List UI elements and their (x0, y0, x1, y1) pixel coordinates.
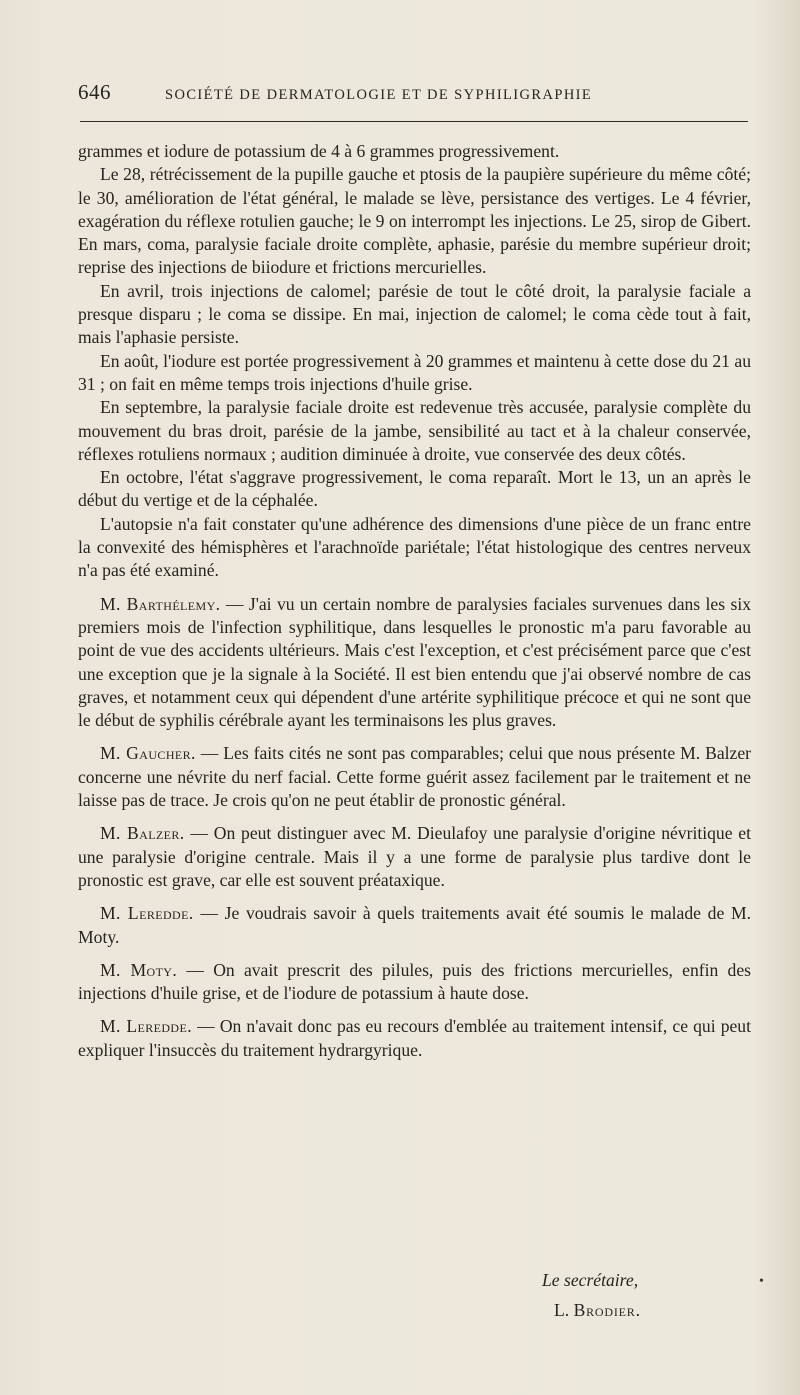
speech-moty (78, 959, 751, 1006)
body-text (78, 140, 751, 1062)
speech-gaucher (78, 742, 751, 812)
speaker-name: M. Leredde. (100, 903, 194, 924)
speech-text: — J'ai vu un certain nombre de paralysies faciales survenues dans les six premiers mois de l'infection syphilitique, dans lesquelles le pronostic m'a paru favorable au point de vue des accidents ultérieurs. Mais c'est l'exception, et c'est précisément parce que c'est une exception que je la signale à la Société. Il est bien entendu que j'ai observé nombre de cas graves, et notamment ceux qui dépendent d'une artérite syphilitique précoce et qui ne sont que le début de syphilis cérébrale ayant les terminaisons les plus graves. (78, 593, 752, 731)
paragraph: En août, l'iodure est portée progressivement à 20 grammes et maintenu à cette dose du 21 au 31 ; on fait en même temps trois injections d'huile grise. (78, 350, 751, 394)
speech-balzer (78, 822, 751, 892)
signature-name (540, 1295, 740, 1325)
signature-initial: L. (554, 1300, 570, 1320)
running-title: SOCIÉTÉ DE DERMATOLOGIE ET DE SYPHILIGRAPHIE (165, 87, 593, 103)
speech-text: — Les faits cités ne sont pas comparables; celui que nous présente M. Balzer concerne une névrite du nerf facial. Cette forme guérit assez facilement par le traitement et ne laisse pas de trace. Je crois qu'on ne peut établir de pronostic général. (78, 743, 751, 811)
signature-block (540, 1265, 740, 1325)
speaker-name: M. Balzer. (100, 823, 185, 844)
speech-leredde (78, 902, 751, 949)
page-header (78, 80, 750, 105)
speech-text: — Je voudrais savoir à quels traitements avait été soumis le malade de M. Moty. (78, 903, 751, 947)
signature-surname: Brodier. (573, 1300, 641, 1320)
paragraph: En octobre, l'état s'aggrave progressivement, le coma reparaît. Mort le 13, un an après le début du vertige et de la céphalée. (78, 467, 751, 511)
paragraph: L'autopsie n'a fait constater qu'une adhérence des dimensions d'une pièce de un franc entre la convexité des hémisphères et l'arachnoïde pariétale; l'état histologique des centres nerveux n'a pas été examiné. (78, 513, 751, 581)
speaker-name: M. Leredde. (100, 1016, 193, 1037)
speech-text: — On avait prescrit des pilules, puis des frictions mercurielles, enfin des injections d'huile grise, et de l'iodure de potassium à haute dose. (78, 959, 751, 1004)
header-rule (80, 121, 748, 122)
paragraph: grammes et iodure de potassium de 4 à 6 grammes progressivement. (78, 141, 560, 161)
speech-text: — On peut distinguer avec M. Dieulafoy une paralysie d'origine névritique et une paralysie d'origine centrale. Mais il y a une forme de paralysie plus tardive dont le pronostic est grave, car elle est souvent préataxique. (78, 823, 751, 890)
speech-barthelemy (78, 593, 751, 733)
signature-title: Le secrétaire, (542, 1270, 639, 1290)
speaker-name: M. Gaucher. (100, 743, 196, 764)
margin-mark: • (759, 1274, 764, 1289)
paragraph: En avril, trois injections de calomel; parésie de tout le côté droit, la paralysie faciale a presque disparu ; le coma se dissipe. En mai, injection de calomel; le coma cède tout à fait, mais l'aphasie persiste. (78, 280, 751, 348)
paragraph: En septembre, la paralysie faciale droite est redevenue très accusée, paralysie complète du mouvement du bras droit, parésie de la jambe, sensibilité au tact et à la chaleur conservée, réflexes rotuliens normaux ; audition diminuée à droite, vue conservée des deux côtés. (78, 397, 751, 464)
speaker-name: M. Barthélemy. (100, 593, 221, 614)
speech-text: — On n'avait donc pas eu recours d'emblée au traitement intensif, ce qui peut expliquer l'insuccès du traitement hydrargyrique. (78, 1016, 751, 1060)
paragraph: Le 28, rétrécissement de la pupille gauche et ptosis de la paupière supérieure du même côté; le 30, amélioration de l'état général, le malade se lève, persistance des vertiges. Le 4 février, exagération du réflexe rotulien gauche; le 9 on interrompt les injections. Le 25, sirop de Gibert. En mars, coma, paralysie faciale droite complète, aphasie, parésie du membre supérieur droit; reprise des injections de biiodure et frictions mercurielles. (78, 164, 751, 278)
page-number: 646 (78, 80, 111, 104)
speaker-name: M. Moty. (100, 959, 178, 980)
speech-leredde-2 (78, 1015, 751, 1062)
